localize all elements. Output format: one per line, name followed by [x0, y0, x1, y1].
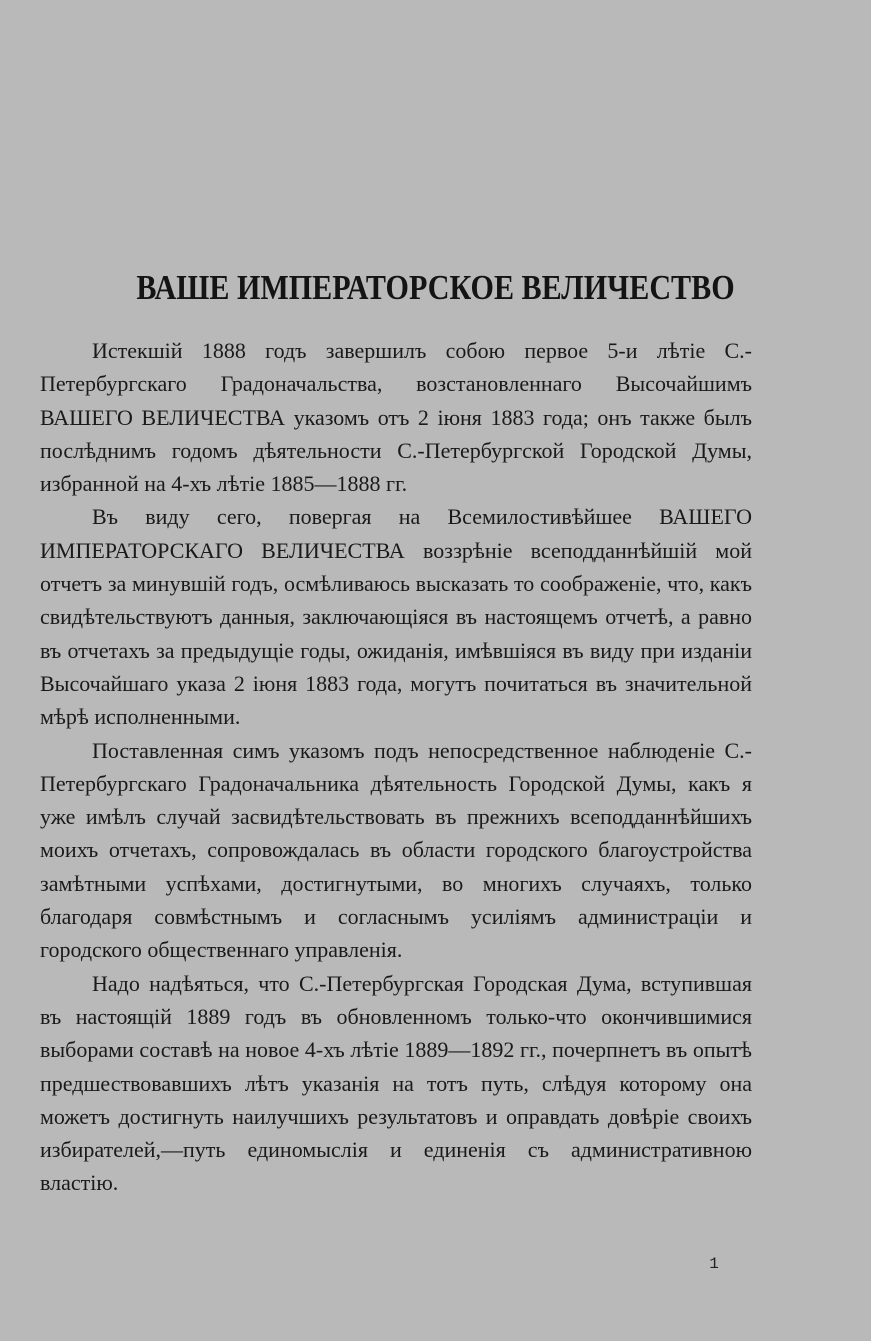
paragraph-4: Надо надѣяться, что С.-Петербургская Городская Дума, вступившая въ настоящій 1889 годъ въ обновленномъ только-что окончившимися выборами составѣ на новое 4-хъ лѣтіе 1889—1892 гг., почерпнетъ въ опытѣ предшествовавшихъ лѣтъ указанія на тотъ путь, слѣдуя которому она можетъ достигнуть наилучшихъ результатовъ и оправдать довѣріе своихъ избирателей,—путь единомыслія и единенія съ административною властію.	[40, 970, 752, 1196]
paragraph-1: Истекшій 1888 годъ завершилъ собою первое 5-и лѣтіе С.-Петербургскаго Градоначальства, возстановленнаго Высочайшимъ ВАШЕГО ВЕЛИЧЕСТВА указомъ отъ 2 іюня 1883 года; онъ также былъ послѣднимъ годомъ дѣятельности С.-Петербургской Городской Думы, избранной на 4-хъ лѣтіе 1885—1888 гг.	[40, 338, 752, 497]
page-number: 1	[709, 1255, 719, 1273]
body-text	[40, 334, 752, 1200]
paragraph-2: Въ виду сего, повергая на Всемилостивѣйшее ВАШЕГО ИМПЕРАТОРСКАГО ВЕЛИЧЕСТВА воззрѣніе всеподданнѣйшій мой отчетъ за минувшій годъ, осмѣливаюсь высказать то соображеніе, что, какъ свидѣтельствуютъ данныя, заключающіяся въ настоящемъ отчетѣ, а равно въ отчетахъ за предыдущіе годы, ожиданія, имѣвшіяся въ виду при изданіи Высочайшаго указа 2 іюня 1883 года, могутъ почитаться въ значительной мѣрѣ исполненными.	[40, 504, 752, 730]
paragraph-3: Поставленная симъ указомъ подъ непосредственное наблюденіе С.-Петербургскаго Градоначальника дѣятельность Городской Думы, какъ я уже имѣлъ случай засвидѣтельствовать въ прежнихъ всеподданнѣйшихъ моихъ отчетахъ, сопровождалась въ области городского благоустройства замѣтными успѣхами, достигнутыми, во многихъ случаяхъ, только благодаря совмѣстнымъ и согласнымъ усиліямъ администраціи и городского общественнаго управленія.	[40, 737, 752, 963]
page-heading: ВАШЕ ИМПЕРАТОРСКОЕ ВЕЛИЧЕСТВО	[136, 268, 735, 307]
